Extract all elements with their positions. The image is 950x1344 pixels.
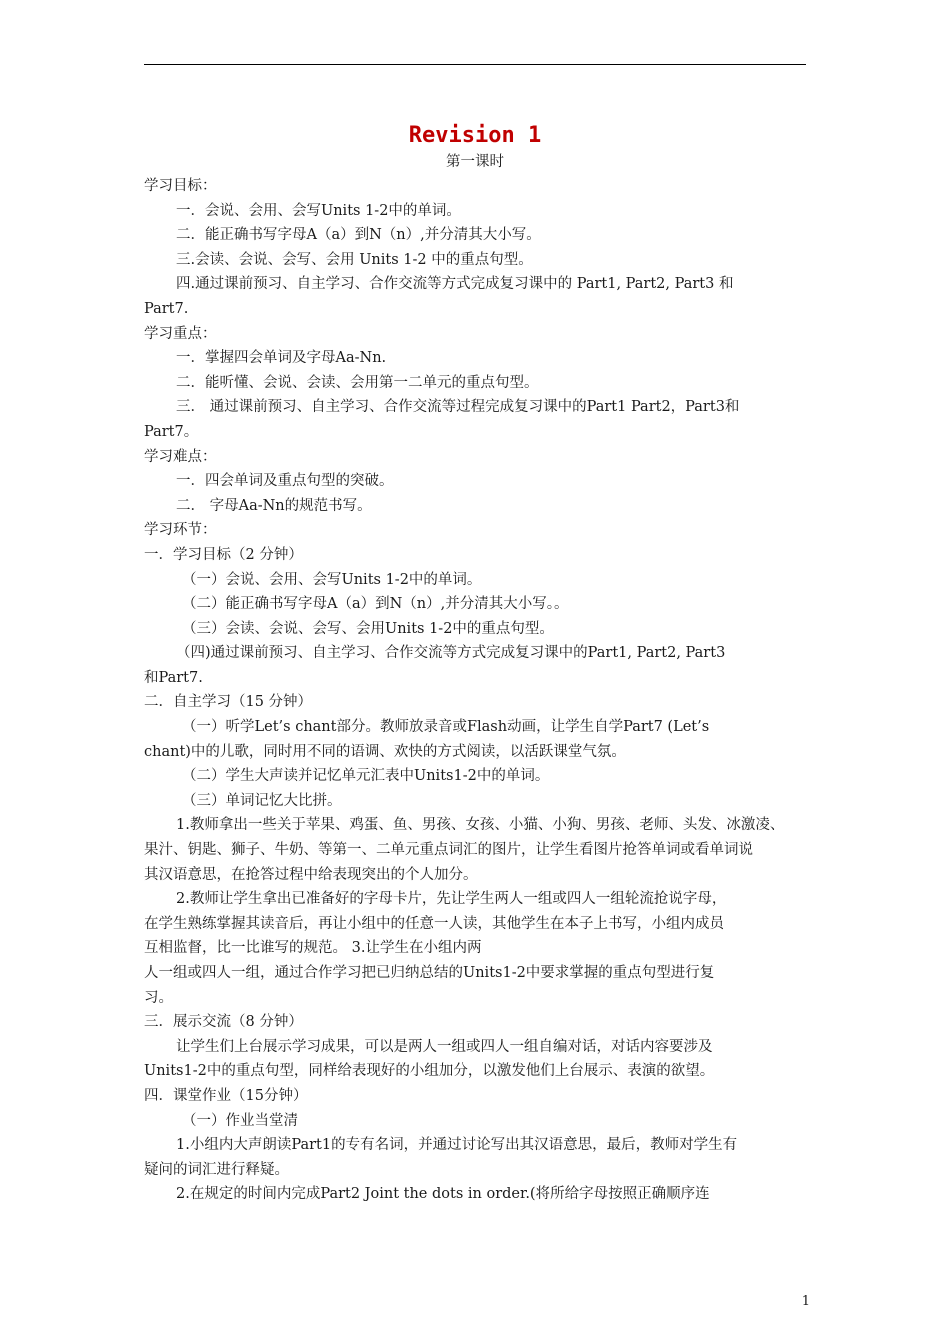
paragraph-line: （一）听学Let’s chant部分。教师放录音或Flash动画，让学生自学Part7 (Let’s xyxy=(182,719,710,736)
section-heading-difficulties: 学习难点： xyxy=(144,448,217,465)
paragraph-line: 一．会说、会用、会写Units 1-2中的单词。 xyxy=(176,202,461,219)
document-title: Revision 1 xyxy=(408,123,542,148)
paragraph-line: 其汉语意思，在抢答过程中给表现突出的个人加分。 xyxy=(144,866,478,883)
paragraph-line: 1.教师拿出一些关于苹果、鸡蛋、鱼、男孩、女孩、小猫、小狗、男孩、老师、头发、冰激凌、 xyxy=(176,817,785,834)
paragraph-line: （二）能正确书写字母A（a）到N（n）,并分清其大小写。。 xyxy=(182,596,569,613)
paragraph-line: （一）作业当堂清 xyxy=(182,1112,298,1129)
paragraph-line: 让学生们上台展示学习成果，可以是两人一组或四人一组自编对话，对话内容要涉及 xyxy=(176,1038,713,1055)
section-heading-objectives: 学习目标： xyxy=(144,178,217,194)
paragraph-line: 二． 字母Aa-Nn的规范书写。 xyxy=(176,497,372,514)
paragraph-line: 在学生熟练掌握其读音后，再让小组中的任意一人读，其他学生在本子上书写，小组内成员 xyxy=(144,915,724,932)
header-rule xyxy=(144,64,806,65)
paragraph-line: （四)通过课前预习、自主学习、合作交流等方式完成复习课中的Part1, Part2, Part3 xyxy=(176,645,726,662)
paragraph-line: 四.通过课前预习、自主学习、合作交流等方式完成复习课中的 Part1, Part2, Part3 和 xyxy=(176,276,734,293)
paragraph-line: 1.小组内大声朗读Part1的专有名词，并通过讨论写出其汉语意思，最后，教师对学生有 xyxy=(176,1137,738,1154)
page-number: 1 xyxy=(801,1294,810,1309)
paragraph-line: 三． 通过课前预习、自主学习、合作交流等过程完成复习课中的Part1 Part2，Part3和 xyxy=(176,399,740,416)
subsection-heading: 三．展示交流（8 分钟） xyxy=(144,1014,303,1031)
paragraph-line: （三）单词记忆大比拼。 xyxy=(182,792,342,809)
paragraph-line: （三）会读、会说、会写、会用Units 1-2中的重点句型。 xyxy=(182,620,554,637)
paragraph-line: 果汁、钥匙、狮子、牛奶、等第一、二单元重点词汇的图片，让学生看图片抢答单词或看单词说 xyxy=(144,842,753,859)
paragraph-line: 和Part7. xyxy=(144,669,203,686)
paragraph-line: 三.会读、会说、会写、会用 Units 1-2 中的重点句型。 xyxy=(176,251,533,268)
paragraph-line: 2.教师让学生拿出已准备好的字母卡片，先让学生两人一组或四人一组轮流抢说字母， xyxy=(176,891,727,908)
subsection-heading: 二．自主学习（15 分钟） xyxy=(144,694,313,711)
document-body xyxy=(144,174,806,1207)
subsection-heading: 四．课堂作业（15分钟） xyxy=(144,1087,308,1104)
paragraph-line: 习。 xyxy=(144,989,173,1006)
paragraph-line: （一）会说、会用、会写Units 1-2中的单词。 xyxy=(182,571,482,588)
section-heading-procedure: 学习环节： xyxy=(144,522,217,539)
paragraph-line: （二）学生大声读并记忆单元汇表中Units1-2中的单词。 xyxy=(182,768,550,785)
paragraph-line: Units1-2中的重点句型，同样给表现好的小组加分，以激发他们上台展示、表演的欲望。 xyxy=(144,1063,715,1080)
paragraph-line: 人一组或四人一组，通过合作学习把已归纳总结的Units1-2中要求掌握的重点句型进行复 xyxy=(144,965,715,981)
paragraph-line: 2.在规定的时间内完成Part2 Joint the dots in order.(将所给字母按照正确顺序连 xyxy=(176,1186,710,1203)
paragraph-line: 二．能正确书写字母A（a）到N（n）,并分清其大小写。 xyxy=(176,227,541,244)
paragraph-line: 一．掌握四会单词及字母Aa-Nn. xyxy=(176,350,387,367)
paragraph-line: Part7. xyxy=(144,300,189,317)
paragraph-line: 疑问的词汇进行释疑。 xyxy=(144,1161,289,1178)
paragraph-line: Part7。 xyxy=(144,423,199,440)
subsection-heading: 一．学习目标（2 分钟） xyxy=(144,546,303,563)
paragraph-line: 二．能听懂、会说、会读、会用第一二单元的重点句型。 xyxy=(176,374,539,391)
lesson-subtitle: 第一课时 xyxy=(446,154,504,170)
paragraph-line: 一．四会单词及重点句型的突破。 xyxy=(176,473,394,490)
paragraph-line: chant)中的儿歌，同时用不同的语调、欢快的方式阅读，以活跃课堂气氛。 xyxy=(144,743,626,760)
section-heading-key-points: 学习重点： xyxy=(144,325,217,342)
paragraph-line: 互相监督，比一比谁写的规范。 3.让学生在小组内两 xyxy=(144,940,482,957)
